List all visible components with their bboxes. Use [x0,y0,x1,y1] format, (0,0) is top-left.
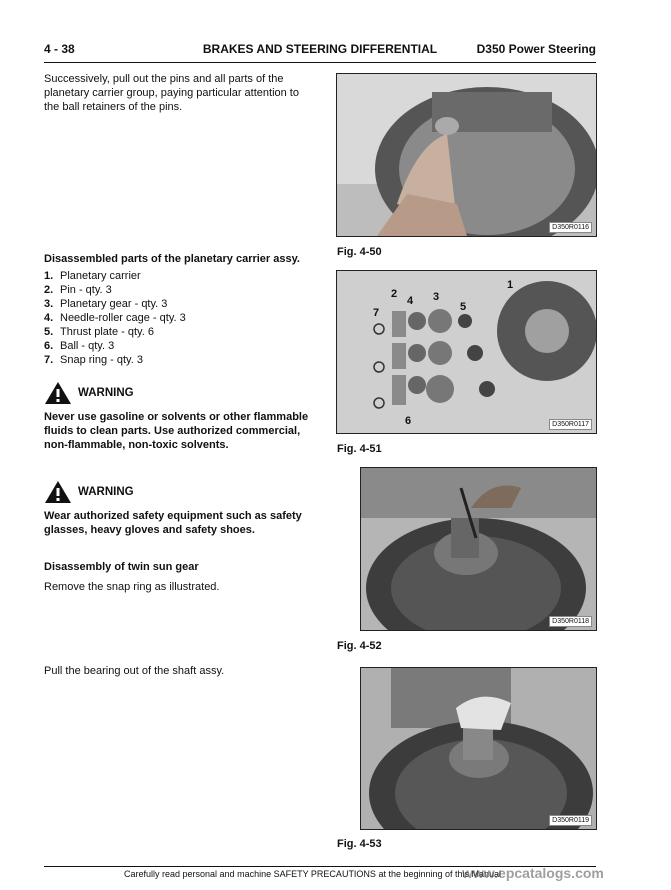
warning-icon [44,480,72,504]
page-header [44,42,596,63]
footer-text: Carefully read personal and machine SAFETY PRECAUTIONS at the beginning of this Manual [124,869,502,879]
section-heading: Disassembly of twin sun gear [44,561,199,573]
figure-caption: Fig. 4-50 [337,246,382,258]
figure-caption: Fig. 4-51 [337,443,382,455]
instruction-text: Remove the snap ring as illustrated. [44,581,220,593]
photo-planetary-carrier [337,74,596,236]
intro-paragraph: Successively, pull out the pins and all parts of the planetary carrier group, paying particular attention to the ball retainers of the pins. [44,73,299,113]
figure-caption: Fig. 4-52 [337,640,382,652]
list-item: 6. Ball - qty. 3 [44,340,115,352]
photo-snap-ring-removal [361,468,596,630]
callout-label: 5 [460,301,467,313]
sun-gear-section [44,560,310,594]
photo-code: D350R0119 [549,815,592,826]
model-title: D350 Power Steering [476,42,596,56]
warning-block [44,479,314,537]
warning-label: WARNING [78,486,134,498]
callout-label: 7 [373,307,380,319]
photo-disassembled-parts [337,271,596,433]
warning-text: Never use gasoline or solvents or other flammable fluids to clean parts. Use authorized commercial, non-flammable, non-toxic solvents. [44,411,309,451]
section-title: BRAKES AND STEERING DIFFERENTIAL [202,42,438,56]
callout-label: 1 [507,279,514,291]
figure-photo [360,667,597,830]
list-item: 7. Snap ring - qty. 3 [44,354,143,366]
warning-icon [44,381,72,405]
list-item: 2. Pin - qty. 3 [44,284,112,296]
photo-code: D350R0117 [549,419,592,430]
figure-caption: Fig. 4-53 [337,838,382,850]
figure-photo [336,73,597,237]
list-item: 4. Needle-roller cage - qty. 3 [44,312,186,324]
callout-label: 2 [391,288,398,300]
list-item: 3. Planetary gear - qty. 3 [44,298,168,310]
photo-bearing-removal [361,668,596,829]
photo-code: D350R0118 [549,616,592,627]
warning-text: Wear authorized safety equipment such as safety glasses, heavy gloves and safety shoes. [44,510,302,536]
parts-title: Disassembled parts of the planetary carrier assy. [44,253,300,265]
callout-label: 6 [405,415,412,427]
warning-label: WARNING [78,387,134,399]
watermark: www.epcatalogs.com [462,865,604,881]
instruction-text: Pull the bearing out of the shaft assy. [44,665,225,677]
parts-section [44,252,324,367]
page-number: 4 - 38 [44,42,75,56]
figure-photo [360,467,597,631]
figure-photo [336,270,597,434]
list-item: 5. Thrust plate - qty. 6 [44,326,154,338]
callout-label: 3 [433,291,440,303]
parts-list [44,269,324,367]
photo-code: D350R0116 [549,222,592,233]
warning-block [44,380,314,452]
callout-label: 4 [407,295,414,307]
list-item: 1. Planetary carrier [44,270,141,282]
